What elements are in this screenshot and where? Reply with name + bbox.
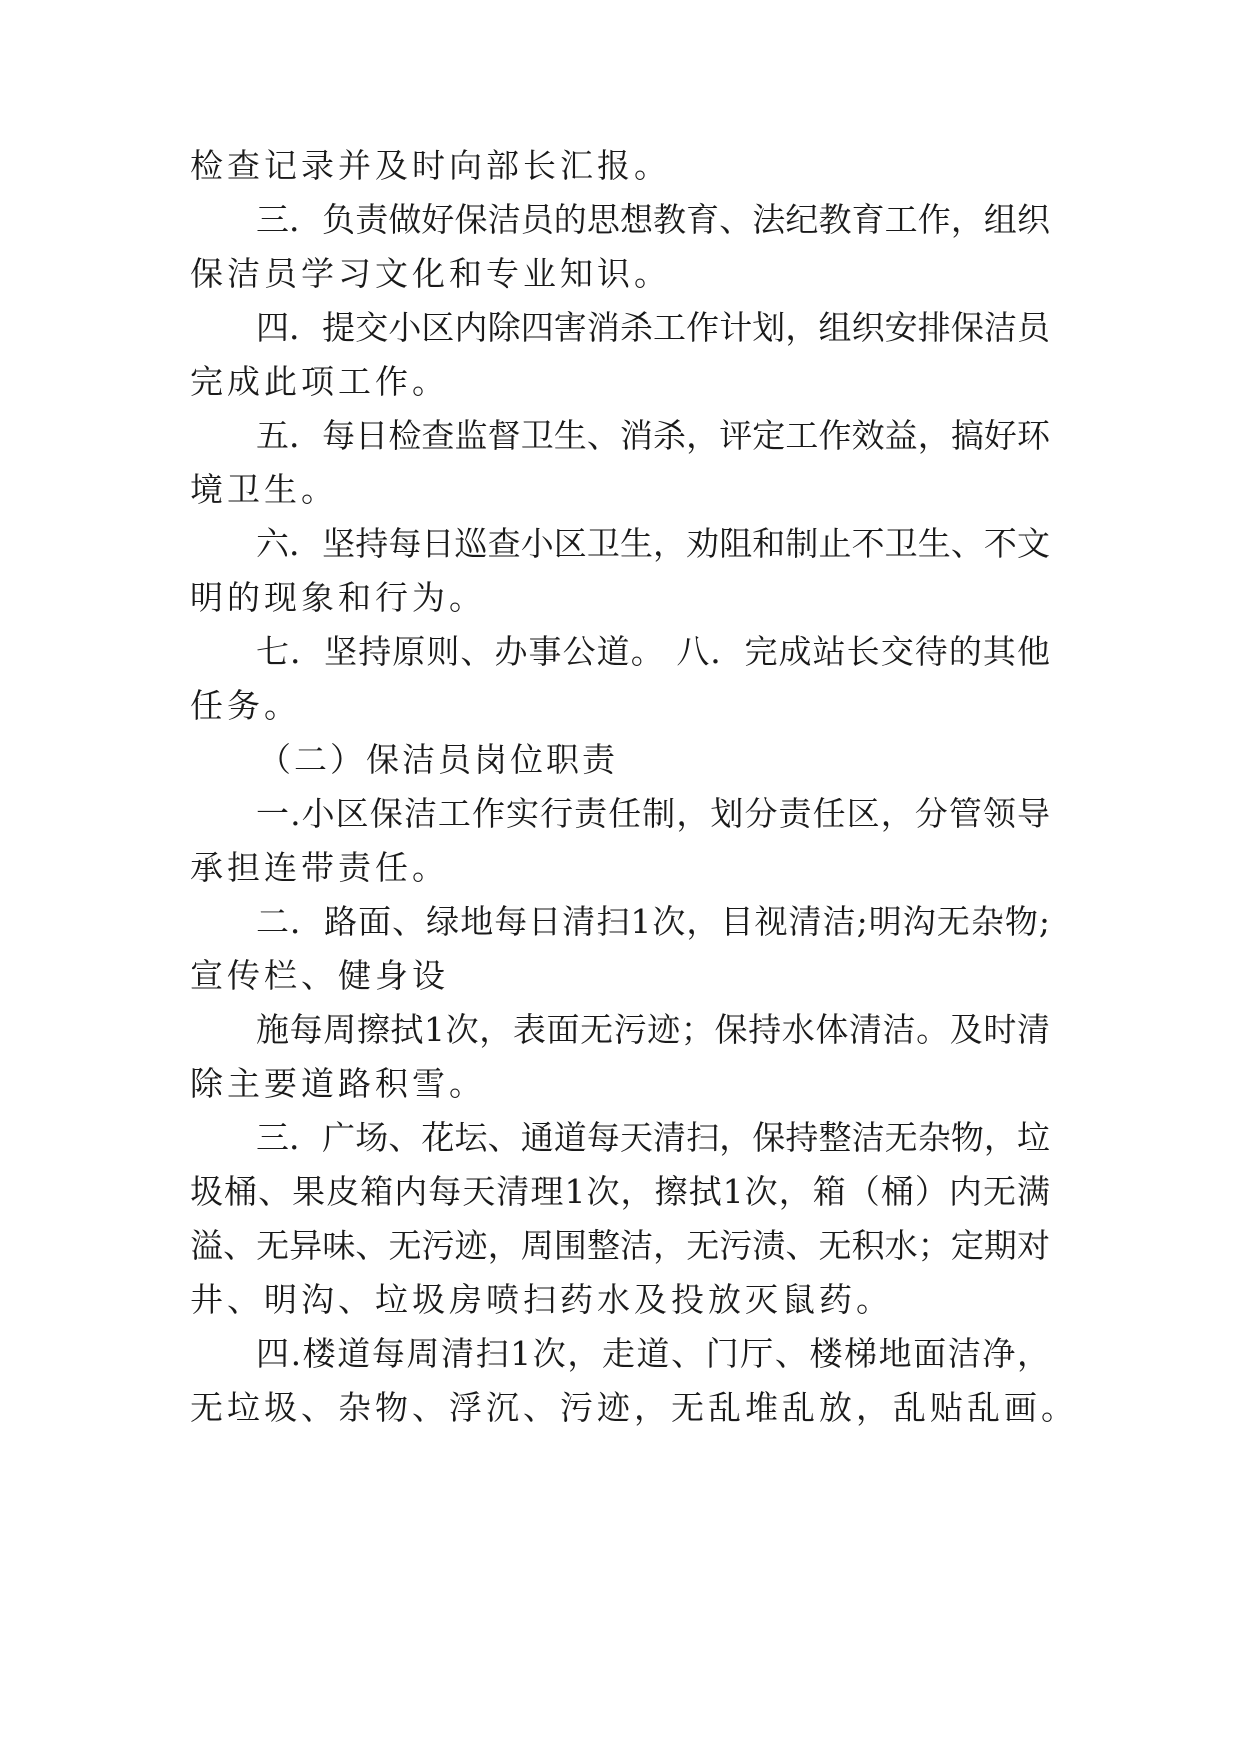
paragraph-5-line-2: 境卫生。	[190, 470, 338, 509]
cleaner-duty-2-line-2: 宣传栏、健身设	[190, 956, 449, 995]
cleaner-duty-4-line-1: 四.楼道每周清扫1次，走道、门厅、楼梯地面洁净，	[256, 1334, 1050, 1373]
cleaner-duty-4-line-2: 无垃圾、杂物、浮沉、污迹，无乱堆乱放，乱贴乱画。	[190, 1388, 1078, 1427]
paragraph-4-line-2: 完成此项工作。	[190, 362, 449, 401]
cleaner-duty-1-line-1: 一.小区保洁工作实行责任制，划分责任区，分管领导	[256, 794, 1050, 833]
cleaner-duty-3-line-3: 溢、无异味、无污迹，周围整洁，无污渍、无积水；定期对	[190, 1226, 1050, 1265]
paragraph-7-line-2: 任务。	[190, 686, 301, 725]
cleaner-duty-2-line-1: 二．路面、绿地每日清扫1次，目视清洁;明沟无杂物;	[256, 902, 1050, 941]
cleaner-duty-3-line-1: 三．广场、花坛、通道每天清扫，保持整洁无杂物，垃	[256, 1118, 1050, 1157]
paragraph-4-line-1: 四．提交小区内除四害消杀工作计划，组织安排保洁员	[256, 308, 1050, 347]
cleaner-duty-2-line-3: 施每周擦拭1次，表面无污迹；保持水体清洁。及时清	[256, 1010, 1050, 1049]
text-line-1: 检查记录并及时向部长汇报。	[190, 146, 671, 185]
cleaner-duty-1-line-2: 承担连带责任。	[190, 848, 449, 887]
cleaner-duty-2-line-4: 除主要道路积雪。	[190, 1064, 486, 1103]
paragraph-5-line-1: 五．每日检查监督卫生、消杀，评定工作效益，搞好环	[256, 416, 1050, 455]
paragraph-6-line-2: 明的现象和行为。	[190, 578, 486, 617]
paragraph-7-line-1: 七．坚持原则、办事公道。 八．完成站长交待的其他	[256, 632, 1050, 671]
cleaner-duty-3-line-4: 井、明沟、垃圾房喷扫药水及投放灭鼠药。	[190, 1280, 893, 1319]
paragraph-6-line-1: 六．坚持每日巡查小区卫生，劝阻和制止不卫生、不文	[256, 524, 1050, 563]
cleaner-duty-3-line-2: 圾桶、果皮箱内每天清理1次，擦拭1次，箱（桶）内无满	[190, 1172, 1050, 1211]
paragraph-3-line-2: 保洁员学习文化和专业知识。	[190, 254, 671, 293]
paragraph-3-line-1: 三．负责做好保洁员的思想教育、法纪教育工作，组织	[256, 200, 1050, 239]
section-heading: （二）保洁员岗位职责	[258, 740, 618, 779]
